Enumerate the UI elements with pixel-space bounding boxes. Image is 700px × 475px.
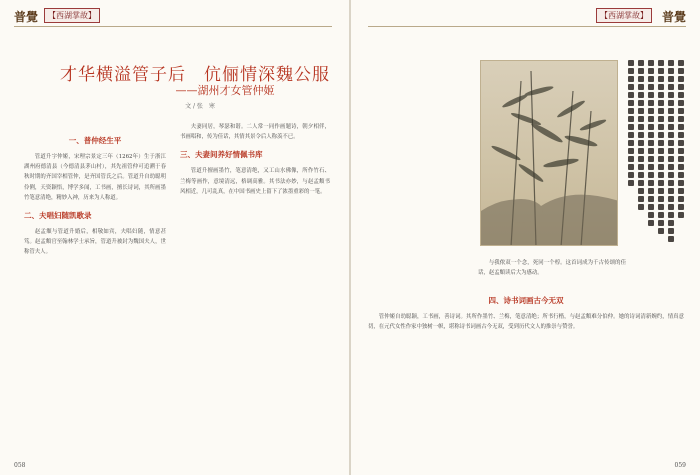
text-column-1 <box>24 128 166 463</box>
bamboo-painting-drawing <box>481 61 618 246</box>
paragraph: 管仲姬自幼聪颖，工书画，善诗词。其所作墨竹、兰梅，笔意清绝；所书行楷，与赵孟頫难分伯仲。她的诗词清新婉约，情真意切，在元代女性作家中独树一帜，堪称诗书词画古今无双，受到历代文人的推崇与赞誉。 <box>368 314 684 331</box>
page-gutter <box>349 0 351 475</box>
article-subtitle: ——湖州才女管仲姬 <box>175 84 275 97</box>
paragraph: 管道升擅画墨竹，笔意清绝，又工山水佛像，所作竹石、兰梅等画作，意境清远，格调高雅。其书法亦妙，与赵孟頫书风相近，几可乱真，在中国书画史上留下了浓墨重彩的一笔。 <box>180 168 330 195</box>
paragraph: 赵孟頫与管道升婚后，相敬如宾，夫唱妇随，情意甚笃。赵孟頫官至翰林学士承旨，管道升被封为魏国夫人，世称管夫人。 <box>24 229 166 256</box>
magazine-brand-right: 普覺 <box>661 10 686 24</box>
magazine-brand-left: 普覺 <box>14 10 39 24</box>
text-column-2 <box>180 122 330 462</box>
paragraph: 与我侬双一个念，死同一个椁。这首词成为千古传颂的佳话，赵孟頫读后大为感动。 <box>478 260 626 277</box>
column-tag-left: 【西湖掌故】 <box>44 8 100 23</box>
page-number-left: 058 <box>14 462 26 469</box>
paragraph: 夫妻同居，琴瑟和谐。二人常一同作画题诗，朝夕相伴，书画唱和，传为佳话，其情其景令后人称羡不已。 <box>180 124 330 141</box>
header-rule-left <box>14 26 332 27</box>
article-byline: 文 / 张 寒 <box>185 103 215 110</box>
article-title: 才华横溢管子后 伉俪情深魏公服 <box>60 65 330 85</box>
section-heading-2: 二、夫唱妇随凯歌录 <box>24 211 92 221</box>
calligraphy-inscription <box>622 60 688 260</box>
header-rule-right <box>368 26 686 27</box>
text-column-4 <box>368 288 684 460</box>
section-heading-3: 三、夫妻间养好情佩书库 <box>180 150 263 160</box>
paragraph: 管道升字仲姬，宋理宗景定三年（1262年）生于浙江湖州府德清县（今德清县茅山村），其先祖管仲可追溯于春秋时期的齐国宰相管仲，是齐国管氏之后。管道升自幼聪明伶俐，天资颖悟，博学多闻，工书画，擅长诗词，其所画墨竹笔意清绝，精妙入神，历来为人称道。 <box>24 154 166 201</box>
column-tag-right: 【西湖掌故】 <box>596 8 652 23</box>
text-column-3 <box>478 258 626 288</box>
bamboo-painting-image <box>480 60 618 246</box>
page-number-right: 059 <box>674 462 686 469</box>
section-heading-4: 四、诗书词画古今无双 <box>488 296 564 305</box>
section-heading-1: 一、普仲经生平 <box>68 136 122 145</box>
